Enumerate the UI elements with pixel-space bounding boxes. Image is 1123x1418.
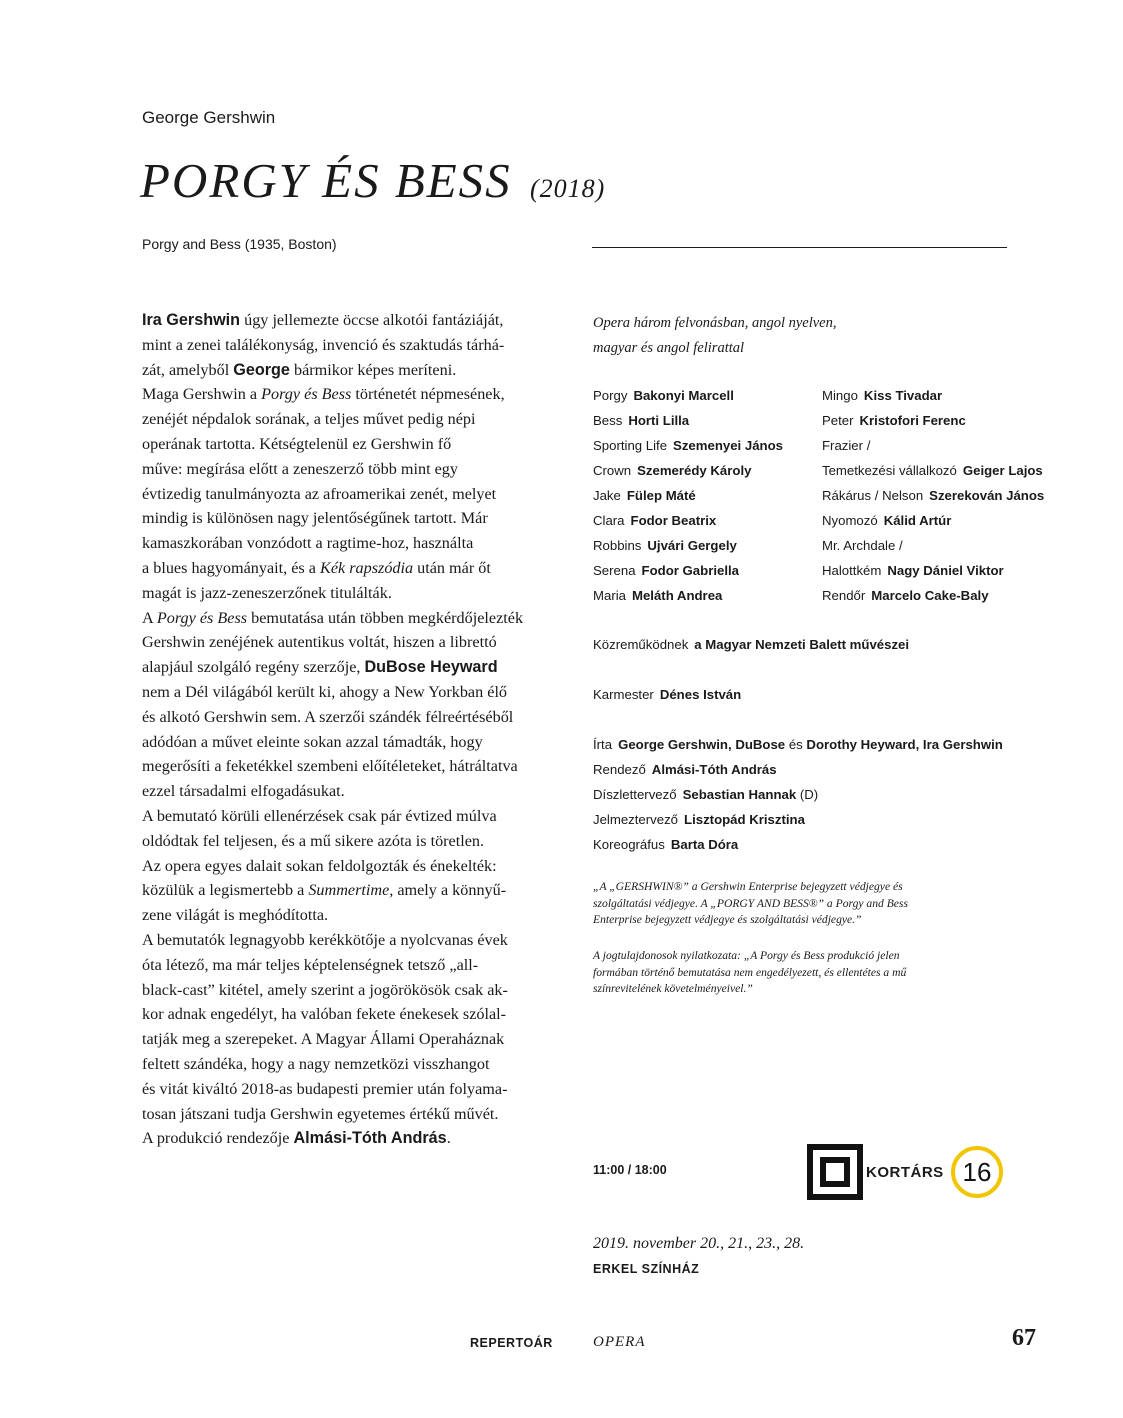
cast-role: Mingo [822, 388, 858, 403]
body-line [142, 1052, 557, 1077]
body-line [142, 680, 557, 705]
body-line [142, 358, 557, 383]
body-text-segment: amely a könnyű- [393, 881, 507, 900]
cast-row [593, 433, 783, 458]
cast-singer: Szemenyei János [673, 438, 783, 453]
body-text-segment: A bemutatók legnagyobb kerékkötője a nyolcvanas évek [142, 930, 508, 949]
crew-label: Írta [593, 737, 613, 752]
body-text-segment: évtizedig tanulmányozta az afroamerikai zenét, melyet [142, 484, 497, 503]
body-text-segment: adódóan a művet eleinte sokan azzal támadták, hogy [142, 732, 483, 751]
body-line [142, 978, 557, 1003]
cast-singer: Geiger Lajos [962, 463, 1043, 478]
notice-line: formában történő bemutatása nem engedélyezett, és ellentétes a mű [593, 965, 907, 979]
kortars-square-icon [807, 1144, 863, 1200]
cast-role: Maria [593, 588, 626, 603]
body-italic-title: Summertime, [308, 881, 394, 900]
title-year: (2018) [529, 174, 606, 203]
conductor-credit [593, 682, 741, 707]
cast-role: Clara [593, 513, 625, 528]
body-line [142, 953, 557, 978]
body-text-segment: black-cast” kitétel, amely szerint a jogörökösök csak ak- [142, 980, 508, 999]
cast-role: Nyomozó [822, 513, 878, 528]
body-text-segment: úgy jellemezte öccse alkotói fantáziáját, [240, 311, 504, 329]
body-text-segment: műve: megírása előtt a zeneszerző több mint egy [142, 459, 458, 478]
credit-value: a Magyar Nemzeti Balett művészei [694, 637, 910, 652]
body-line [142, 581, 557, 606]
body-text-segment: Maga Gershwin a [142, 385, 262, 404]
body-line [142, 606, 557, 631]
cast-row [593, 583, 783, 608]
cast-column-right [822, 383, 1044, 608]
body-line [142, 903, 557, 928]
body-text-segment: közülük a legismertebb a [142, 881, 309, 900]
cast-row [593, 458, 783, 483]
body-text-segment: tosan játszani tudja Gershwin egyetemes értékű művét. [142, 1104, 499, 1123]
cast-row [822, 483, 1044, 508]
body-text-segment: alapjául szolgáló regény szerzője, [142, 658, 365, 677]
original-premiere: Porgy and Bess (1935, Boston) [142, 236, 337, 252]
body-line [142, 457, 557, 482]
subtitle-line: magyar és angol felirattal [593, 340, 745, 356]
cast-row [593, 408, 783, 433]
body-line [142, 407, 557, 432]
cast-row [822, 408, 1044, 433]
cast-row [822, 583, 1044, 608]
body-text-segment: A [142, 608, 157, 627]
cast-singer: Kiss Tivadar [863, 388, 943, 403]
body-text-segment: Az opera egyes dalait sokan feldolgozták és énekelték: [142, 856, 497, 875]
footer-category: OPERA [593, 1334, 646, 1350]
body-line [142, 1102, 557, 1127]
cast-row [822, 458, 1044, 483]
body-text-segment: történetét népmesének, [351, 385, 505, 404]
body-text-segment: óta létező, ma már teljes képtelenségnek tetsző „all- [142, 955, 479, 974]
cast-role: Serena [593, 563, 636, 578]
crew-row [593, 832, 1003, 857]
notice-line: színrevitelének követelményeivel.” [593, 982, 753, 995]
cast-singer: Marcelo Cake-Baly [871, 588, 989, 603]
body-text-segment: oldódtak fel teljesen, és a mű sikere azóta is töretlen. [142, 831, 485, 850]
credit-value: Dénes István [659, 687, 742, 702]
production-subtitle [593, 311, 837, 361]
body-line [142, 308, 557, 333]
cast-role: Temetkezési vállalkozó [822, 463, 957, 478]
crew-name: George Gershwin, DuBose [618, 737, 786, 752]
body-line [142, 854, 557, 879]
body-italic-title: Porgy és Bess [156, 608, 248, 627]
body-text-segment: után már őt [413, 558, 491, 577]
body-text-segment: megerősíti a feketékkel szembeni előítéleteket, hátráltatva [142, 757, 518, 776]
page-number: 67 [1012, 1325, 1036, 1351]
age-rating-badge: 16 [951, 1146, 1003, 1198]
credit-label: Közreműködnek [593, 637, 689, 652]
title-text: PORGY ÉS BESS [140, 153, 512, 208]
body-text-segment: zát, amelyből [142, 360, 234, 379]
body-line [142, 382, 557, 407]
cast-singer: Nagy Dániel Viktor [887, 563, 1004, 578]
cast-row [822, 508, 1044, 533]
category-label: KORTÁRS [866, 1164, 944, 1181]
credit-label: Karmester [593, 687, 654, 702]
cast-role: Frazier / [822, 438, 871, 453]
cast-row [593, 508, 783, 533]
body-text-segment: kamaszkorában vonzódott a ragtime-hoz, használta [142, 534, 474, 553]
crew-label: Díszlettervező [593, 787, 677, 802]
square-inner-icon [820, 1157, 850, 1187]
crew-name: Dorothy Heyward, Ira Gershwin [806, 737, 1003, 752]
body-text-segment: és vitát kiváltó 2018-as budapesti premier után folyama- [142, 1079, 508, 1098]
body-line [142, 630, 557, 655]
crew-row [593, 807, 1003, 832]
subtitle-line: Opera három felvonásban, angol nyelven, [593, 315, 837, 331]
cast-role: Peter [822, 413, 854, 428]
cast-row [593, 383, 783, 408]
article-body [142, 308, 557, 1151]
cast-column-left [593, 383, 783, 608]
body-text-segment: tatják meg a szerepeket. A Magyar Állami Operaháznak [142, 1030, 505, 1049]
body-text-segment: mint a zenei találékonyság, invenció és szaktudás tárhá- [142, 335, 505, 354]
body-bold-name: George [233, 360, 290, 379]
body-text-segment: bármikor képes meríteni. [289, 360, 457, 379]
participants-credit [593, 632, 909, 657]
notice-line: A jogtulajdonosok nyilatkozata: „A Porgy és Bess produkció jelen [593, 949, 900, 962]
body-line [142, 928, 557, 953]
page-title [140, 152, 605, 209]
cast-singer: Ujvári Gergely [647, 538, 737, 553]
cast-role: Mr. Archdale / [822, 538, 903, 553]
body-text-segment: a blues hagyományait, és a [142, 558, 321, 577]
cast-singer: Horti Lilla [628, 413, 690, 428]
body-line [142, 1027, 557, 1052]
notice-line: Enterprise bejegyzett védjegye és szolgáltatási védjegye.” [593, 913, 862, 926]
body-text-segment: és alkotó Gershwin sem. A szerzői szándék félreértéséből [142, 707, 514, 726]
crew-row [593, 782, 1003, 807]
cast-row [822, 558, 1044, 583]
body-line [142, 829, 557, 854]
cast-role: Crown [593, 463, 632, 478]
cast-singer: Kálid Artúr [883, 513, 952, 528]
cast-role: Jake [593, 488, 621, 503]
body-line [142, 1002, 557, 1027]
body-text-segment: nem a Dél világából került ki, ahogy a New Yorkban élő [142, 682, 508, 701]
cast-role: Robbins [593, 538, 642, 553]
body-italic-title: Porgy és Bess [261, 385, 352, 404]
trademark-notice [593, 879, 1013, 929]
body-text-segment: A bemutató körüli ellenérzések csak pár évtized múlva [142, 806, 497, 825]
body-text-segment: kor adnak engedélyt, ha valóban fekete énekesek szólal- [142, 1005, 507, 1024]
cast-role: Porgy [593, 388, 628, 403]
crew-label: Rendező [593, 762, 646, 777]
cast-row [822, 383, 1044, 408]
body-line [142, 531, 557, 556]
cast-role: Bess [593, 413, 623, 428]
body-line [142, 333, 557, 358]
cast-singer: Meláth Andrea [631, 588, 723, 603]
crew-name: Lisztopád Krisztina [684, 812, 805, 827]
footer-section: REPERTOÁR [470, 1336, 553, 1350]
notice-line: „A „GERSHWIN®” a Gershwin Enterprise bejegyzett védjegye és [593, 880, 903, 893]
body-line [142, 1126, 557, 1151]
rights-notice [593, 948, 1013, 998]
body-text-segment: feltett szándéka, hogy a nagy nemzetközi visszhangot [142, 1054, 490, 1073]
cast-row [822, 433, 1044, 458]
body-text-segment: zenéjét népdalok sorának, a teljes művet pedig népi [142, 410, 476, 429]
cast-singer: Szemerédy Károly [637, 463, 752, 478]
notice-line: szolgáltatási védjegye. A „PORGY AND BESS®” a Porgy and Bess [593, 896, 908, 910]
body-line [142, 779, 557, 804]
body-text-segment: bemutatása után többen megkérdőjelezték [247, 608, 524, 627]
crew-name: Barta Dóra [670, 837, 739, 852]
crew-joiner: és [785, 737, 807, 752]
crew-row [593, 732, 1003, 757]
cast-row [593, 558, 783, 583]
cast-singer: Fülep Máté [626, 488, 696, 503]
crew-label: Koreográfus [593, 837, 665, 852]
body-text-segment: Gershwin zenéjének autentikus voltát, hiszen a librettó [142, 633, 497, 652]
body-line [142, 482, 557, 507]
body-line [142, 705, 557, 730]
body-bold-name: DuBose Heyward [364, 658, 498, 677]
body-line [142, 432, 557, 457]
body-line [142, 878, 557, 903]
cast-singer: Bakonyi Marcell [633, 388, 734, 403]
crew-label: Jelmeztervező [593, 812, 679, 827]
body-line [142, 1077, 557, 1102]
body-italic-title: Kék rapszódia [320, 558, 414, 577]
venue-name: ERKEL SZÍNHÁZ [593, 1262, 700, 1276]
cast-role: Rendőr [822, 588, 866, 603]
body-line [142, 730, 557, 755]
body-text-segment: ezzel társadalmi elfogadásukat. [142, 782, 345, 801]
body-text-segment: magát is jazz-zeneszerzőnek titulálták. [142, 583, 392, 602]
cast-singer: Fodor Gabriella [641, 563, 739, 578]
body-line [142, 506, 557, 531]
crew-row [593, 757, 1003, 782]
crew-suffix: (D) [796, 787, 819, 802]
header-rule [592, 247, 1007, 248]
cast-singer: Szerekován János [929, 488, 1045, 503]
crew-name: Almási-Tóth András [651, 762, 777, 777]
body-text-segment: operának tartotta. Kétségtelenül ez Gershwin fő [142, 434, 452, 453]
body-line [142, 754, 557, 779]
cast-role: Rákárus / Nelson [822, 488, 924, 503]
body-text-segment: mindig is különösen nagy jelentőségűnek tartott. Már [142, 509, 488, 528]
crew-name: Sebastian Hannak [682, 787, 797, 802]
performance-times: 11:00 / 18:00 [593, 1163, 667, 1177]
body-bold-name: Ira Gershwin [142, 311, 241, 329]
body-text-segment: zene világát is meghódította. [142, 906, 329, 925]
cast-row [593, 483, 783, 508]
body-line [142, 804, 557, 829]
body-bold-name: Almási-Tóth András [293, 1129, 447, 1148]
cast-singer: Fodor Beatrix [630, 513, 717, 528]
body-line [142, 556, 557, 581]
composer-name: George Gershwin [142, 108, 276, 127]
body-text-segment: A produkció rendezője [142, 1129, 294, 1148]
body-line [142, 655, 557, 680]
cast-singer: Kristofori Ferenc [859, 413, 966, 428]
cast-role: Halottkém [822, 563, 882, 578]
crew-credits [593, 732, 1003, 857]
cast-row [593, 533, 783, 558]
cast-role: Sporting Life [593, 438, 668, 453]
body-text-segment: . [446, 1129, 451, 1148]
performance-dates: 2019. november 20., 21., 23., 28. [593, 1235, 805, 1252]
cast-row [822, 533, 1044, 558]
